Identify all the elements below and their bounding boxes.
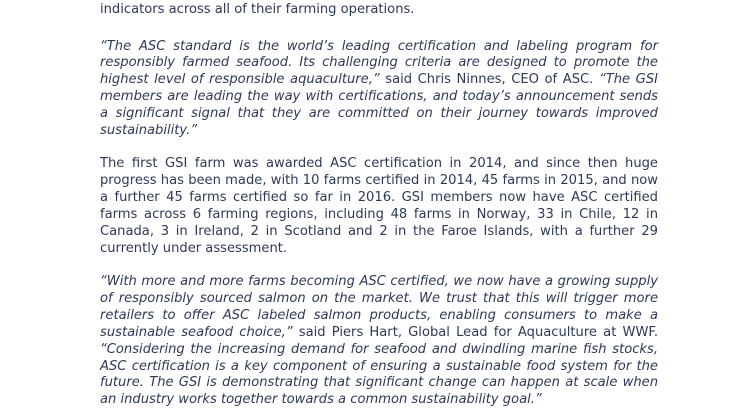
quote-segment: “The GSI members are leading the way with certifications, and today’s announcement sends a significant signal that they are committed on their journey towards improved sustainability.” <box>100 72 658 138</box>
paragraph-quote-piers-hart <box>100 274 658 409</box>
paragraph-intro-tail <box>100 0 658 22</box>
document-page <box>100 0 658 409</box>
paragraph-quote-chris-ninnes <box>100 39 658 140</box>
quote-segment: “With more and more farms becoming ASC certified, we now have a growing supply of responsibly sourced salmon on the market. We trust that this will trigger more retailers to offer ASC labeled salmon products, enabling consumers to make a sustainable seafood choice,” <box>100 274 658 340</box>
attribution-segment: said Piers Hart, Global Lead for Aquaculture at WWF. <box>292 324 658 340</box>
paragraph-progress-stats <box>100 156 658 257</box>
attribution-segment: said Chris Ninnes, CEO of ASC. <box>379 72 599 88</box>
quote-segment: “Considering the increasing demand for seafood and dwindling marine fish stocks, ASC certification is a key component of ensuring a sustainable food system for the future. The GSI is demonstrating that significant change can happen at scale when an industry works together towards a common sustainability goal.” <box>100 341 658 408</box>
quote-segment: “The ASC standard is the world’s leading certification and labeling program for responsibly farmed seafood. Its challenging criteria are designed to promote the highest level of responsible aquaculture,” <box>100 38 658 88</box>
text-segment: indicators across all of their farming operations. <box>100 1 415 17</box>
text-segment: The first GSI farm was awarded ASC certification in 2014, and since then huge progress has been made, with 10 farms certified in 2014, 45 farms in 2015, and now a further 45 farms certified so far in 2016. GSI members now have ASC certified farms across 6 farming regions, including 48 farms in Norway, 33 in Chile, 12 in Canada, 3 in Ireland, 2 in Scotland and 2 in the Faroe Islands, with a further 29 currently under assessment. <box>100 156 658 256</box>
